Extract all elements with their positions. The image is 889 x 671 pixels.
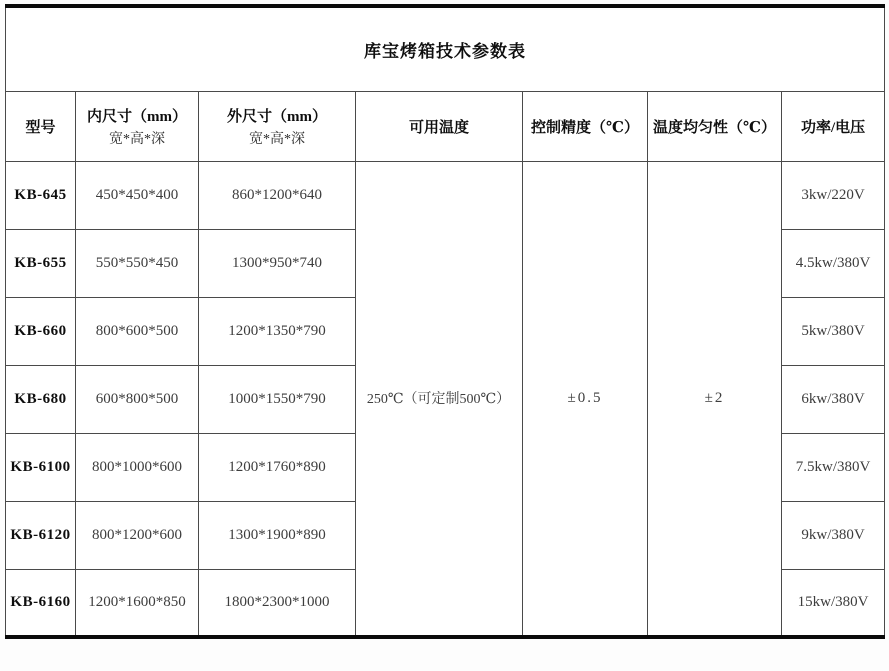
- power-cell: 15kw/380V: [782, 569, 885, 637]
- model-cell: KB-6120: [6, 501, 76, 569]
- inner-dim-cell: 1200*1600*850: [76, 569, 199, 637]
- outer-dim-cell: 860*1200*640: [199, 161, 356, 229]
- col-header-label: 温度均匀性（℃）: [653, 119, 776, 136]
- outer-dim-cell: 1300*950*740: [199, 229, 356, 297]
- power-cell: 9kw/380V: [782, 501, 885, 569]
- outer-dim-cell: 1000*1550*790: [199, 365, 356, 433]
- table-header-row: [6, 91, 885, 161]
- col-header-label: 控制精度（℃）: [531, 119, 639, 136]
- control-precision-cell: ±0.5: [523, 161, 648, 637]
- inner-dim-cell: 800*1000*600: [76, 433, 199, 501]
- col-header-outer-size: [199, 91, 356, 161]
- oven-spec-table: [5, 4, 885, 639]
- col-header-label: 功率/电压: [800, 119, 866, 136]
- title-row: [6, 6, 885, 91]
- col-header-label: 外尺寸（mm）: [227, 108, 327, 125]
- model-cell: KB-660: [6, 297, 76, 365]
- power-cell: 3kw/220V: [782, 161, 885, 229]
- model-cell: KB-6160: [6, 569, 76, 637]
- col-header-label: 可用温度: [408, 119, 469, 136]
- col-header-label: 型号: [25, 119, 56, 136]
- power-cell: 6kw/380V: [782, 365, 885, 433]
- power-cell: 5kw/380V: [782, 297, 885, 365]
- power-cell: 4.5kw/380V: [782, 229, 885, 297]
- model-cell: KB-655: [6, 229, 76, 297]
- temperature-uniformity-cell: ±2: [648, 161, 782, 637]
- col-header-usable-temperature: [356, 91, 523, 161]
- inner-dim-cell: 450*450*400: [76, 161, 199, 229]
- inner-dim-cell: 550*550*450: [76, 229, 199, 297]
- outer-dim-cell: 1200*1350*790: [199, 297, 356, 365]
- col-header-inner-size: [76, 91, 199, 161]
- inner-dim-cell: 600*800*500: [76, 365, 199, 433]
- power-cell: 7.5kw/380V: [782, 433, 885, 501]
- col-header-control-precision: [523, 91, 648, 161]
- model-cell: KB-645: [6, 161, 76, 229]
- col-header-label: 内尺寸（mm）: [87, 108, 187, 125]
- usable-temperature-cell: 250℃（可定制500℃）: [356, 161, 523, 637]
- inner-dim-cell: 800*600*500: [76, 297, 199, 365]
- col-header-sublabel: 宽*高*深: [249, 131, 305, 147]
- table-row: [6, 161, 885, 229]
- outer-dim-cell: 1200*1760*890: [199, 433, 356, 501]
- outer-dim-cell: 1800*2300*1000: [199, 569, 356, 637]
- outer-dim-cell: 1300*1900*890: [199, 501, 356, 569]
- col-header-model: [6, 91, 76, 161]
- col-header-temperature-uniformity: [648, 91, 782, 161]
- inner-dim-cell: 800*1200*600: [76, 501, 199, 569]
- page-title: 库宝烤箱技术参数表: [6, 6, 885, 91]
- model-cell: KB-6100: [6, 433, 76, 501]
- col-header-sublabel: 宽*高*深: [109, 131, 165, 147]
- model-cell: KB-680: [6, 365, 76, 433]
- col-header-power-voltage: [782, 91, 885, 161]
